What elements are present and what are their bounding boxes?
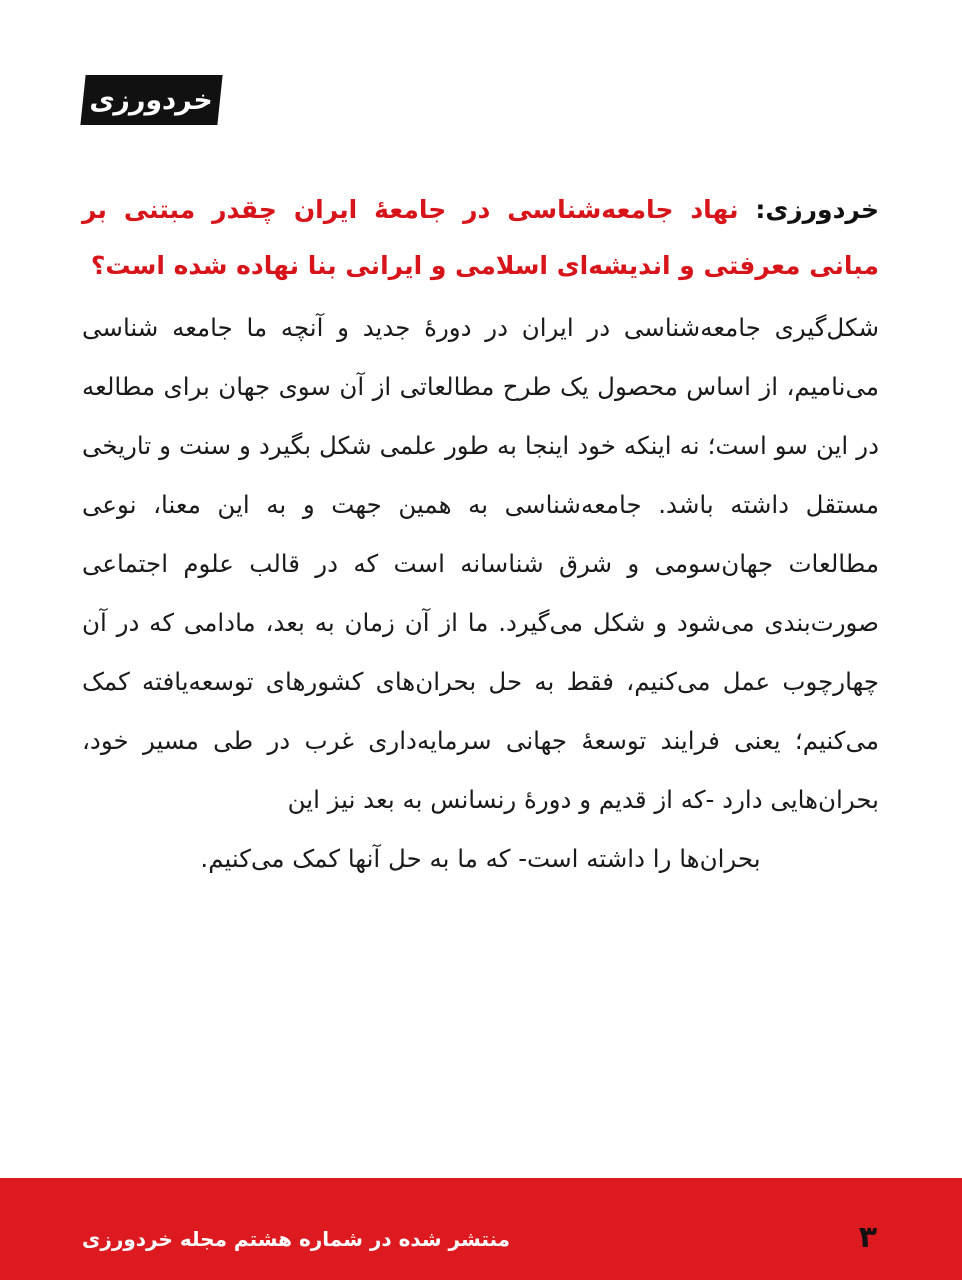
interview-answer [82, 298, 879, 888]
answer-last-line: بحران‌ها را داشته است- که ما به حل آنها کمک می‌کنیم. [200, 844, 761, 873]
interview-question [82, 182, 879, 294]
answer-body: شکل‌گیری جامعه‌شناسی در ایران در دورهٔ جدید و آنچه ما جامعه شناسی می‌نامیم، از اساس محصول یک طرح مطالعاتی از آن سوی جهان برای مطالعه در این سو است؛ نه اینکه خود اینجا به طور علمی شکل بگیرد و سنت و تاریخی مستقل داشته باشد. جامعه‌شناسی به همین جهت و به این معنا، نوعی مطالعات جهان‌سومی و شرق شناسانه است که در قالب علوم اجتماعی صورت‌بندی می‌شود و شکل می‌گیرد. ما از آن زمان به بعد، مادامی که در آن چهارچوب عمل می‌کنیم، فقط به حل بحران‌های کشورهای توسعه‌یافته کمک می‌کنیم؛ یعنی فرایند توسعهٔ جهانی سرمایه‌داری غرب در طی مسیر خود، بحران‌هایی دارد -که از قدیم و دورهٔ رنسانس به بعد نیز این [82, 313, 879, 814]
logo-text: خردورزی [88, 84, 215, 116]
question-label: خردورزی: [755, 195, 879, 224]
footer-caption: منتشر شده در شماره هشتم مجله خردورزی [82, 1227, 511, 1251]
question-text: نهاد جامعه‌شناسی در جامعهٔ ایران چقدر مبتنی بر مبانی معرفتی و اندیشه‌ای اسلامی و ایرانی بنا نهاده شده است؟ [82, 195, 879, 280]
page-number: ۳ [858, 1220, 877, 1255]
article-content [82, 182, 879, 888]
logo [80, 75, 222, 125]
